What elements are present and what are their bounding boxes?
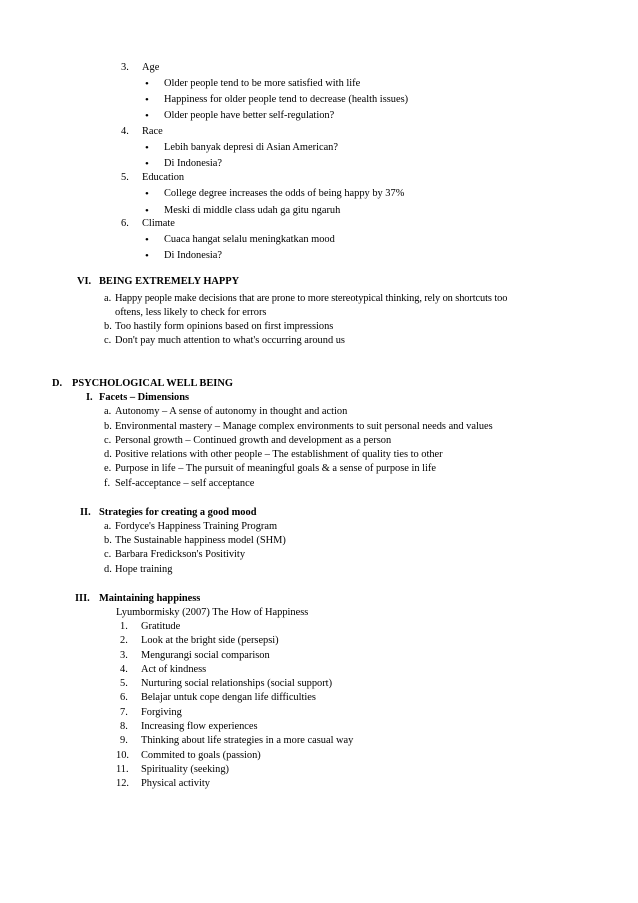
bullet-item: • Happiness for older people tend to decrease (health issues): [164, 93, 408, 107]
item-marker: c.: [104, 435, 112, 446]
subsection-title: Facets – Dimensions: [99, 392, 190, 403]
item-text: Too hastily form opinions based on first impressions: [115, 321, 334, 332]
subsection-numeral: III.: [75, 593, 90, 604]
item-marker: a.: [104, 406, 112, 417]
list-item: Physical activity: [141, 778, 210, 789]
item-text: Personal growth – Continued growth and development as a person: [115, 435, 392, 446]
list-item: Forgiving: [141, 707, 182, 718]
list-number: 5.: [120, 678, 128, 689]
list-item: Mengurangi social comparison: [141, 650, 270, 661]
bullet-item: • College degree increases the odds of being happy by 37%: [164, 187, 404, 201]
list-item: Nurturing social relationships (social support): [141, 678, 333, 689]
item-text: Purpose in life – The pursuit of meaningful goals & a sense of purpose in life: [115, 463, 436, 474]
item-text: Self-acceptance – self acceptance: [115, 478, 255, 489]
section-numeral: VI.: [77, 276, 92, 287]
item-marker: b.: [104, 321, 112, 332]
item-marker: c.: [104, 335, 112, 346]
bullet-item: • Older people have better self-regulation?: [164, 109, 334, 123]
list-number: 1.: [120, 621, 128, 632]
item-text-continued: oftens, less likely to check for errors: [115, 307, 267, 318]
list-number: 10.: [116, 750, 129, 761]
list-item: Look at the bright side (persepsi): [141, 635, 279, 646]
item-text: Positive relations with other people – The establishment of quality ties to other: [115, 449, 443, 460]
item-marker: b.: [104, 535, 112, 546]
list-number: 6.: [121, 218, 129, 229]
list-number: 4.: [120, 664, 128, 675]
section-title: BEING EXTREMELY HAPPY: [99, 276, 240, 287]
list-item: Act of kindness: [141, 664, 207, 675]
source-citation: Lyumbormisky (2007) The How of Happiness: [116, 607, 309, 618]
list-item: Increasing flow experiences: [141, 721, 258, 732]
bullet-item: • Meski di middle class udah ga gitu ngaruh: [164, 204, 340, 218]
item-text: Happy people make decisions that are prone to more stereotypical thinking, rely on shortcuts too: [115, 293, 508, 304]
item-text: Don't pay much attention to what's occurring around us: [115, 335, 345, 346]
list-label: Climate: [142, 218, 175, 229]
list-number: 7.: [120, 707, 128, 718]
item-marker: d.: [104, 564, 112, 575]
list-item: Gratitude: [141, 621, 181, 632]
item-marker: e.: [104, 463, 112, 474]
section-marker: D.: [52, 378, 63, 389]
list-number: 8.: [120, 721, 128, 732]
list-number: 2.: [120, 635, 128, 646]
list-label: Education: [142, 172, 185, 183]
item-text: Hope training: [115, 564, 173, 575]
list-number: 5.: [121, 172, 129, 183]
bullet-item: • Older people tend to be more satisfied with life: [164, 77, 360, 91]
list-number: 9.: [120, 735, 128, 746]
bullet-item: • Lebih banyak depresi di Asian American?: [164, 141, 338, 155]
item-marker: d.: [104, 449, 112, 460]
list-number: 3.: [120, 650, 128, 661]
item-text: Environmental mastery – Manage complex environments to suit personal needs and values: [115, 421, 493, 432]
item-marker: a.: [104, 293, 112, 304]
item-marker: f.: [104, 478, 111, 489]
bullet-item: • Cuaca hangat selalu meningkatkan mood: [164, 233, 335, 247]
list-item: Belajar untuk cope dengan life difficulties: [141, 692, 316, 703]
item-marker: c.: [104, 549, 112, 560]
list-label: Race: [142, 126, 163, 137]
list-number: 12.: [116, 778, 129, 789]
item-text: The Sustainable happiness model (SHM): [115, 535, 286, 546]
bullet-item: • Di Indonesia?: [164, 157, 222, 171]
list-number: 11.: [116, 764, 129, 775]
item-text: Autonomy – A sense of autonomy in thought and action: [115, 406, 348, 417]
list-number: 4.: [121, 126, 129, 137]
item-marker: b.: [104, 421, 112, 432]
item-marker: a.: [104, 521, 112, 532]
list-label: Age: [142, 62, 160, 73]
subsection-numeral: II.: [80, 507, 91, 518]
bullet-item: • Di Indonesia?: [164, 249, 222, 263]
list-item: Thinking about life strategies in a more casual way: [141, 735, 354, 746]
section-title: PSYCHOLOGICAL WELL BEING: [72, 378, 233, 389]
list-item: Spirituality (seeking): [141, 764, 230, 775]
list-number: 3.: [121, 62, 129, 73]
item-text: Barbara Fredickson's Positivity: [115, 549, 246, 560]
subsection-title: Maintaining happiness: [99, 593, 201, 604]
list-number: 6.: [120, 692, 128, 703]
list-item: Commited to goals (passion): [141, 750, 261, 761]
subsection-numeral: I.: [86, 392, 93, 403]
subsection-title: Strategies for creating a good mood: [99, 507, 257, 518]
item-text: Fordyce's Happiness Training Program: [115, 521, 278, 532]
